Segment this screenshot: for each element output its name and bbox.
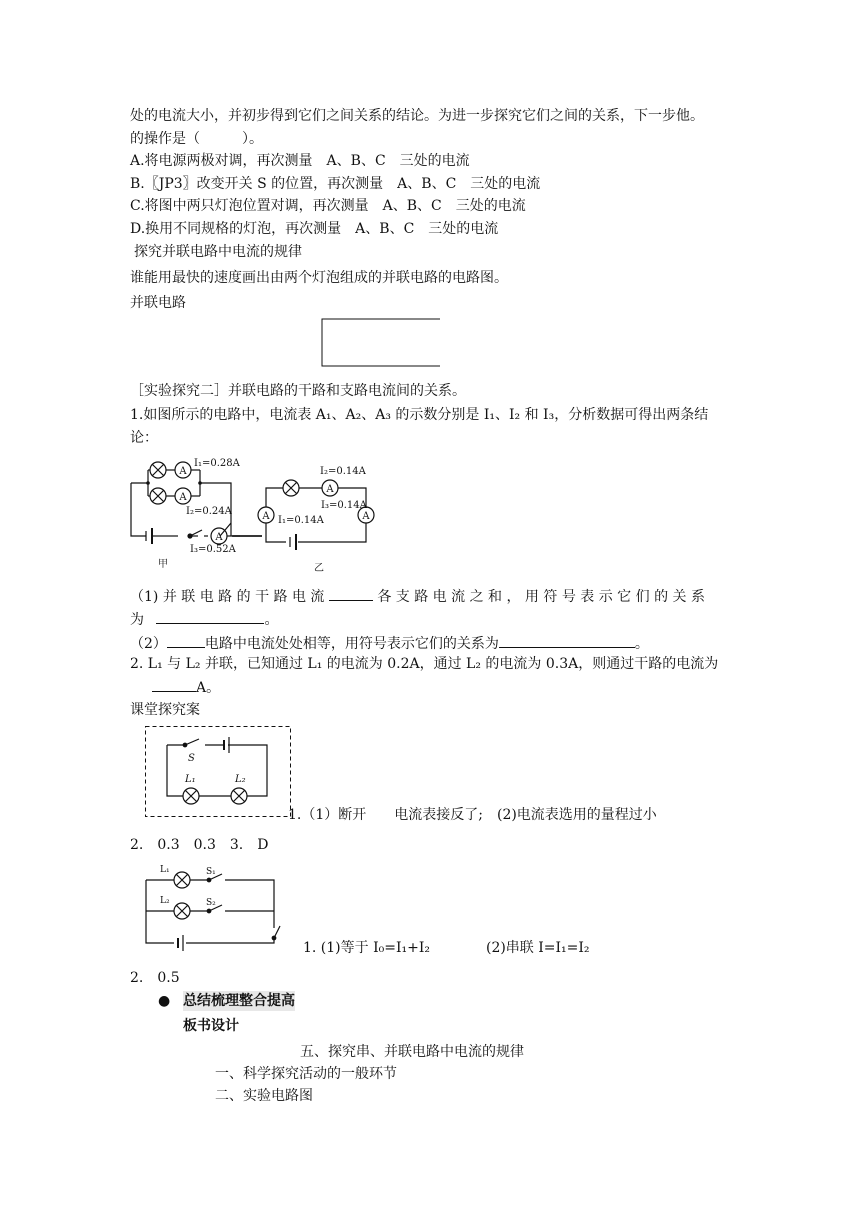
q2-unit: A。: [196, 680, 221, 696]
answer-blank[interactable]: [152, 677, 196, 692]
bullet-icon: ●: [158, 993, 171, 1009]
answer-3: 1. (1)等于 I₀=I₁+I₂ (2)串联 I=I₁=I₂: [303, 940, 590, 956]
fill1-line2-prefix: 为: [130, 612, 144, 628]
fill1-text-a: （1) 并 联 电 路 的 干 路 电 流: [130, 589, 325, 605]
answer-2: 2. 0.3 0.3 3. D: [130, 837, 269, 853]
question-intro-line1: 处的电流大小，并初步得到它们之间关系的结论。为进一步探究它们之间的关系，下一步他。: [130, 108, 704, 124]
option-d: D.换用不同规格的灯泡，再次测量 A、B、C 三处的电流: [130, 221, 499, 237]
answer-4: 2. 0.5: [130, 970, 180, 986]
fill2-prefix: （2）: [130, 636, 167, 652]
answer-circuit-box: [145, 726, 293, 818]
answer-label-s2: S₂: [206, 898, 216, 908]
fill2-line: [130, 633, 649, 654]
answer-parallel-circuit: [140, 858, 290, 950]
box-label-s: S: [188, 753, 195, 764]
ammeter-right-label: A: [362, 511, 370, 522]
label-i2: I₂=0.24A: [186, 506, 232, 517]
answer-label-l2: L₂: [160, 896, 170, 906]
experiment2-title: ［实验探究二］并联电路的干路和支路电流间的关系。: [130, 383, 466, 399]
fill2-middle: 电路中电流处处相等，用符号表示它们的关系为: [204, 636, 499, 652]
board-design-label: 板书设计: [183, 1018, 239, 1034]
option-c: C.将图中两只灯泡位置对调，再次测量 A、B、C 三处的电流: [130, 198, 526, 214]
label-yi-i2: I₂=0.14A: [320, 466, 366, 477]
answer-blank[interactable]: [167, 633, 205, 648]
label-i3: I₃=0.52A: [190, 544, 236, 555]
fill1-line2-suffix: 。: [264, 612, 279, 628]
experiment2-q1-line2: 论：: [130, 430, 158, 446]
board-item-2: 二、实验电路图: [215, 1088, 313, 1104]
label-i1: I₁=0.28A: [194, 458, 240, 469]
caption-yi: 乙: [314, 563, 324, 574]
ammeter-a1-label: A: [179, 466, 187, 477]
fill1-line1: [130, 586, 730, 607]
answer-blank[interactable]: [156, 609, 264, 624]
classroom-label: 课堂探究案: [130, 702, 200, 718]
parallel-circuit-label: 并联电路: [130, 295, 186, 311]
caption-jia: 甲: [158, 559, 168, 570]
answer-blank[interactable]: [499, 633, 635, 648]
experiment2-q1-line1: 1.如图所示的电路中，电流表 A₁、A₂、A₃ 的示数分别是 I₁、I₂ 和 I₃，分析数据可得出两条结: [130, 407, 709, 423]
box-label-l2: L₂: [235, 774, 246, 785]
answer-label-l1: L₁: [160, 865, 170, 875]
section-heading-parallel: 探究并联电路中电流的规律: [134, 244, 302, 260]
fill1-line2: [130, 609, 278, 630]
q2-line1: 2. L₁ 与 L₂ 并联，已知通过 L₁ 的电流为 0.2A，通过 L₂ 的电流为 0.3A，则通过干路的电流为: [130, 656, 719, 672]
summary-heading: 总结梳理整合提高: [183, 993, 295, 1009]
question-intro-line2: 的操作是（ ）。: [130, 131, 263, 147]
answer-1: 1.（1）断开 电流表接反了; (2)电流表选用的量程过小: [288, 807, 657, 823]
board-title: 五、探究串、并联电路中电流的规律: [300, 1044, 524, 1060]
fill1-text-b: 各 支 路 电 流 之 和 ， 用 符 号 表 示 它 们 的 关 系: [377, 589, 705, 605]
ammeter-top-label: A: [326, 484, 334, 495]
drawing-prompt: 谁能用最快的速度画出由两个灯泡组成的并联电路的电路图。: [130, 270, 508, 286]
fill2-suffix: 。: [634, 636, 649, 652]
ammeter-a2-label: A: [179, 492, 187, 503]
circuit-diagram-yi: [258, 462, 378, 574]
board-item-1: 一、科学探究活动的一般环节: [215, 1066, 397, 1082]
ammeter-a3-label: A: [215, 532, 223, 543]
circuit-diagram-jia: [128, 453, 258, 573]
option-b: B.〖JP3〗改变开关 S 的位置，再次测量 A、B、C 三处的电流: [130, 176, 541, 192]
label-yi-i1: I₁=0.14A: [278, 515, 324, 526]
box-label-l1: L₁: [185, 774, 196, 785]
answer-label-s1: S₁: [206, 867, 216, 877]
ammeter-left-label: A: [262, 511, 270, 522]
q2-line2: [152, 677, 220, 698]
label-yi-i3: I₃=0.14A: [321, 500, 367, 511]
option-a: A.将电源两极对调，再次测量 A、B、C 三处的电流: [130, 153, 470, 169]
answer-blank[interactable]: [329, 586, 373, 601]
